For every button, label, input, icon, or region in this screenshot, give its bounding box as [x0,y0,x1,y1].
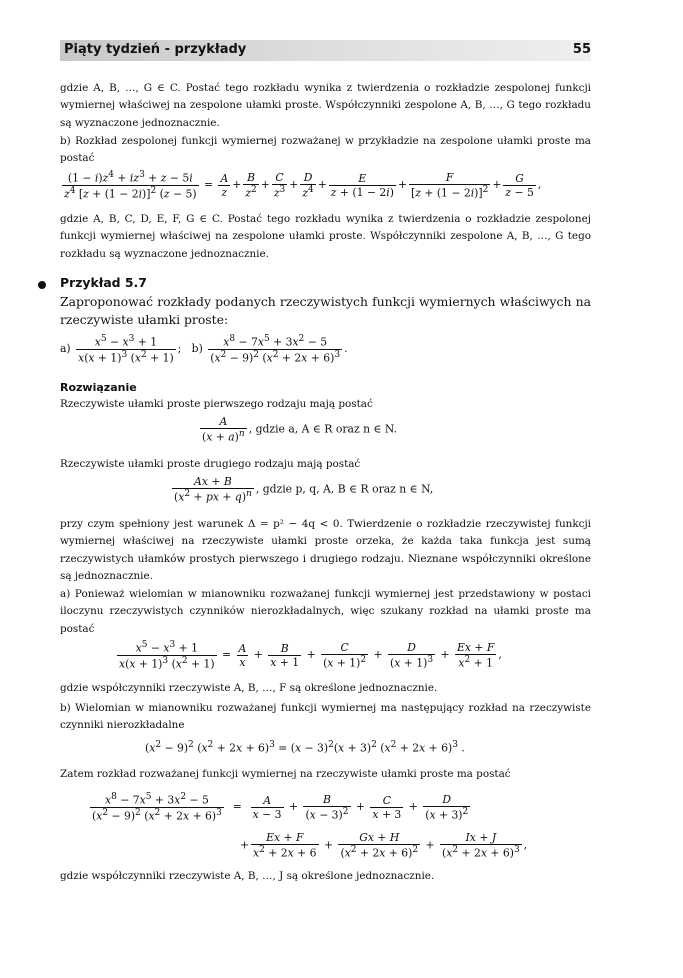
paragraph-2: b) Rozkład zespolonej funkcji wymiernej rozważanej w przykładzie na zespolone ułamki proste ma postać [60,135,591,165]
paragraph-1: gdzie A, B, …, G ∈ C. Postać tego rozkładu wynika z twierdzenia o rozkładzie zespolonej funkcji wymiernej właściwej na zespolone ułamki proste. Współczynniki zespolone A, B, …, G tego rozkładu są wyznaczone jednoznacznie. [60,82,591,129]
paragraph-3: gdzie A, B, C, D, E, F, G ∈ C. Postać tego rozkładu wynika z twierdzenia o rozkładzie zespolonej funkcji wymiernej właściwej na zespolone ułamki proste. Współczynniki zespolone A, B, …, G tego rozkładu są wyznaczone jednoznacznie. [60,213,591,260]
equation-simple-fraction-2: $\frac{Ax + B}{(x^2 + px + q)^n}$ , gdzie p, q, A, B ∈ R oraz n ∈ N, [174,475,434,504]
equation-complex-decomposition: $\frac{(1 - i)z^4 + iz^3 + z - 5i}{z^4 [z + (1 - 2i)]^2 (z - 5)}$ = $\frac{A}{z}$ + $\frac{B}{z^2}$ + $\frac{C}{z^3}$ + $\frac{D}{z^4}$ + $\frac{E}{z + (1 - 2i)}$ + $\frac{F}{[z + (1 - 2i)]^2}$ + $\frac{G}{z - 5}$ , [64,170,542,201]
paragraph-6: Rzeczywiste ułamki proste drugiego rodzaju mają postać [60,458,361,470]
equation-task: a) $\frac{x^5 - x^3 + 1}{x(x + 1)^3 (x^2 + 1)}$ ; b) $\frac{x^8 - 7x^5 + 3x^2 - 5}{(x^2 - 9)^2 (x^2 + 2x + 6)^3}$ . [60,334,348,365]
paragraph-8: a) Ponieważ wielomian w mianowniku rozważanej funkcji wymiernej jest przedstawiony w postaci iloczynu rzeczywistych czynników nierozkładalnych, więc szukany rozkład na ułamki proste ma postać [60,588,591,635]
paragraph-4: Zaproponować rozkłady podanych rzeczywistych funkcji wymiernych właściwych na rzeczywiste ułamki proste: [60,294,591,327]
solution-label: Rozwiązanie [60,381,137,394]
condition-2: gdzie p, q, A, B ∈ R oraz n ∈ N, [262,482,434,496]
equation-decomposition-b-line2: + $\frac{Ex + F}{x^2 + 2x + 6}$ + $\frac{Gx + H}{(x^2 + 2x + 6)^2}$ + $\frac{Ix + J}{(x^2 + 2x + 6)^3}$ , [240,831,528,860]
equation-simple-fraction-1: $\frac{A}{(x + a)^n}$ , gdzie a, A ∈ R oraz n ∈ N. [202,415,398,444]
condition-1: gdzie a, A ∈ R oraz n ∈ N. [255,422,398,436]
paragraph-11: Zatem rozkład rozważanej funkcji wymiernej na rzeczywiste ułamki proste ma postać [60,768,511,780]
example-title: Przykład 5.7 [60,275,147,290]
paragraph-5: Rzeczywiste ułamki proste pierwszego rodzaju mają postać [60,398,373,410]
page-number: 55 [572,42,591,57]
equation-factorization: $(x^2 - 9)^2$ $(x^2 + 2x + 6)^3 = (x - 3)^2(x + 3)^2$ $(x^2 + 2x + 6)^3$ . [145,740,465,755]
paragraph-9: gdzie współczynniki rzeczywiste A, B, …, F są określone jednoznacznie. [60,682,438,694]
paragraph-12: gdzie współczynniki rzeczywiste A, B, …, J są określone jednoznacznie. [60,870,435,882]
equation-decomposition-a: $\frac{x^5 - x^3 + 1}{x(x + 1)^3 (x^2 + 1)}$ = $\frac{A}{x}$ + $\frac{B}{x + 1}$ + $\frac{C}{(x + 1)^2}$ + $\frac{D}{(x + 1)^3}$ + $\frac{Ex + F}{x^2 + 1}$ , [119,640,502,671]
paragraph-7: przy czym spełniony jest warunek Δ = p² − 4q < 0. Twierdzenie o rozkładzie rzeczywistej funkcji wymiernej właściwej na rzeczywiste ułamki proste orzeka, że każda taka funkcja jest sumą rzeczywistych ułamków prostych pierwszego i drugiego rodzaju. Nieznane współczynniki określone są jednoznacznie. [60,518,591,582]
equation-decomposition-b-line1: $\frac{x^8 - 7x^5 + 3x^2 - 5}{(x^2 - 9)^2 (x^2 + 2x + 6)^3}$ = $\frac{A}{x - 3}$ + $\frac{B}{(x - 3)^2}$ + $\frac{C}{x + 3}$ + $\frac{D}{(x + 3)^2}$ [92,792,469,823]
page-header [60,40,591,61]
bullet-icon [38,281,46,289]
paragraph-10: b) Wielomian w mianowniku rozważanej funkcji wymiernej ma następujący rozkład na rzeczywiste czynniki nierozkładalne [60,702,591,732]
header-title: Piąty tydzień - przykłady [64,42,247,57]
